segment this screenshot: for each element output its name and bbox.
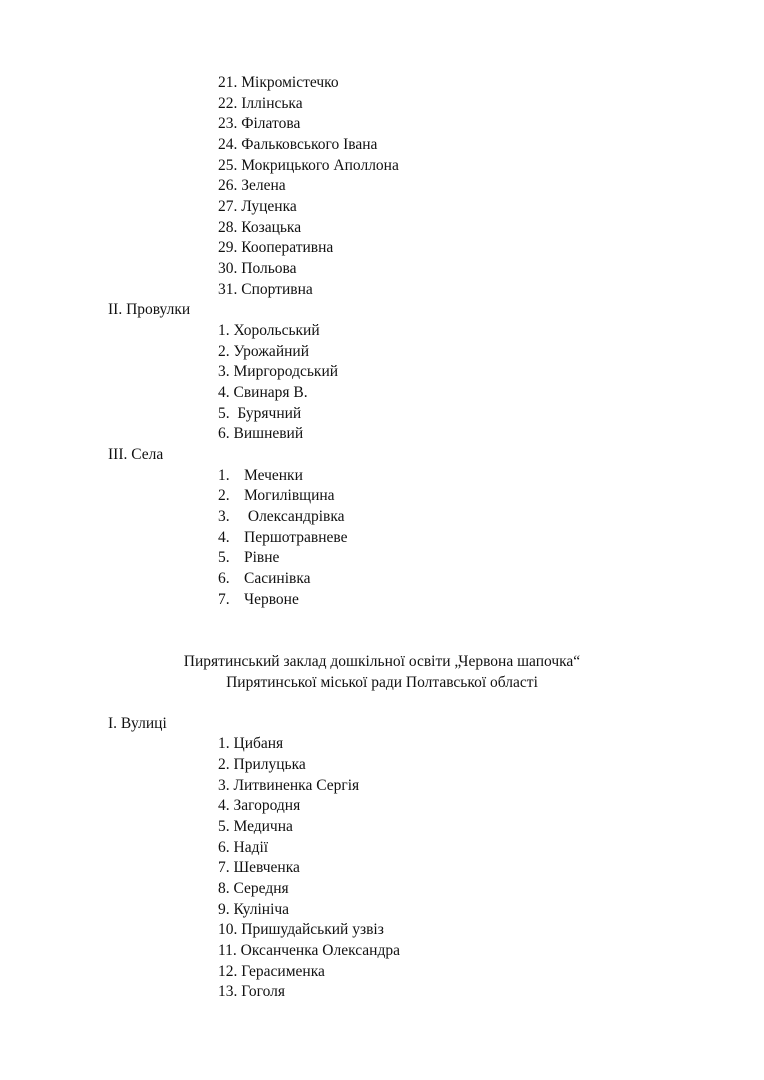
list-label: Могилівщина (244, 487, 335, 504)
institution-title-line-2: Пирятинської міської ради Полтавської області (226, 674, 538, 691)
list-item: 4. Загородня (218, 797, 301, 814)
list-item: 7. Шевченка (218, 859, 300, 876)
institution-title-line-1: Пирятинський заклад дошкільної освіти „Червона шапочка“ (183, 653, 581, 670)
list-item: 11. Оксанченка Олександра (218, 942, 400, 959)
list-item (218, 548, 279, 568)
list-label: Першотравневе (244, 529, 348, 546)
list-item (218, 569, 311, 589)
list-item (218, 486, 335, 506)
list-label: Меченки (244, 467, 303, 484)
list-number: 2. (218, 487, 230, 504)
list-item: 25. Мокрицького Аполлона (218, 157, 399, 174)
list-item: 8. Середня (218, 880, 289, 897)
list-item: 24. Фальковського Івана (218, 136, 378, 153)
list-label: Сасинівка (244, 570, 311, 587)
list-item: 26. Зелена (218, 177, 286, 194)
list-item: 2. Прилуцька (218, 756, 306, 773)
list-item: 2. Урожайний (218, 343, 309, 360)
list-item: 21. Мікромістечко (218, 74, 339, 91)
list-number: 1. (218, 467, 230, 484)
list-item: 12. Герасименка (218, 963, 325, 980)
list-item: 23. Філатова (218, 115, 301, 132)
list-item: 27. Луценка (218, 198, 297, 215)
list-item: 1. Цибаня (218, 735, 284, 752)
list-item: 5. Медична (218, 818, 293, 835)
list-number: 6. (218, 570, 230, 587)
list-item: 13. Гоголя (218, 983, 285, 1000)
list-item: 10. Пришудайський узвіз (218, 921, 384, 938)
streets-heading: І. Вулиці (108, 715, 167, 732)
list-item: 29. Кооперативна (218, 239, 334, 256)
list-number: 7. (218, 591, 230, 608)
list-item (218, 528, 348, 548)
list-item: 4. Свинаря В. (218, 384, 308, 401)
list-item: 9. Кулініча (218, 901, 290, 918)
list-label: Рівне (244, 549, 280, 566)
list-item: 3. Миргородський (218, 363, 339, 380)
list-item (218, 590, 299, 610)
list-number: 5. (218, 549, 230, 566)
list-item: 3. Литвиненка Сергія (218, 777, 360, 794)
list-item: 5. Бурячний (218, 405, 302, 422)
list-item: 6. Вишневий (218, 425, 304, 442)
list-item (218, 466, 303, 486)
list-item (218, 507, 345, 527)
list-item: 31. Спортивна (218, 281, 313, 298)
list-item: 22. Іллінська (218, 95, 303, 112)
list-item: 30. Польова (218, 260, 297, 277)
list-label: Олександрівка (244, 508, 345, 525)
list-item: 6. Надії (218, 839, 269, 856)
list-item: 28. Козацька (218, 219, 302, 236)
list-label: Червоне (244, 591, 299, 608)
list-number: 4. (218, 529, 230, 546)
list-number: 3. (218, 508, 230, 525)
lanes-heading: ІІ. Провулки (108, 301, 191, 318)
villages-heading: ІІІ. Села (108, 446, 164, 463)
list-item: 1. Хорольський (218, 322, 320, 339)
